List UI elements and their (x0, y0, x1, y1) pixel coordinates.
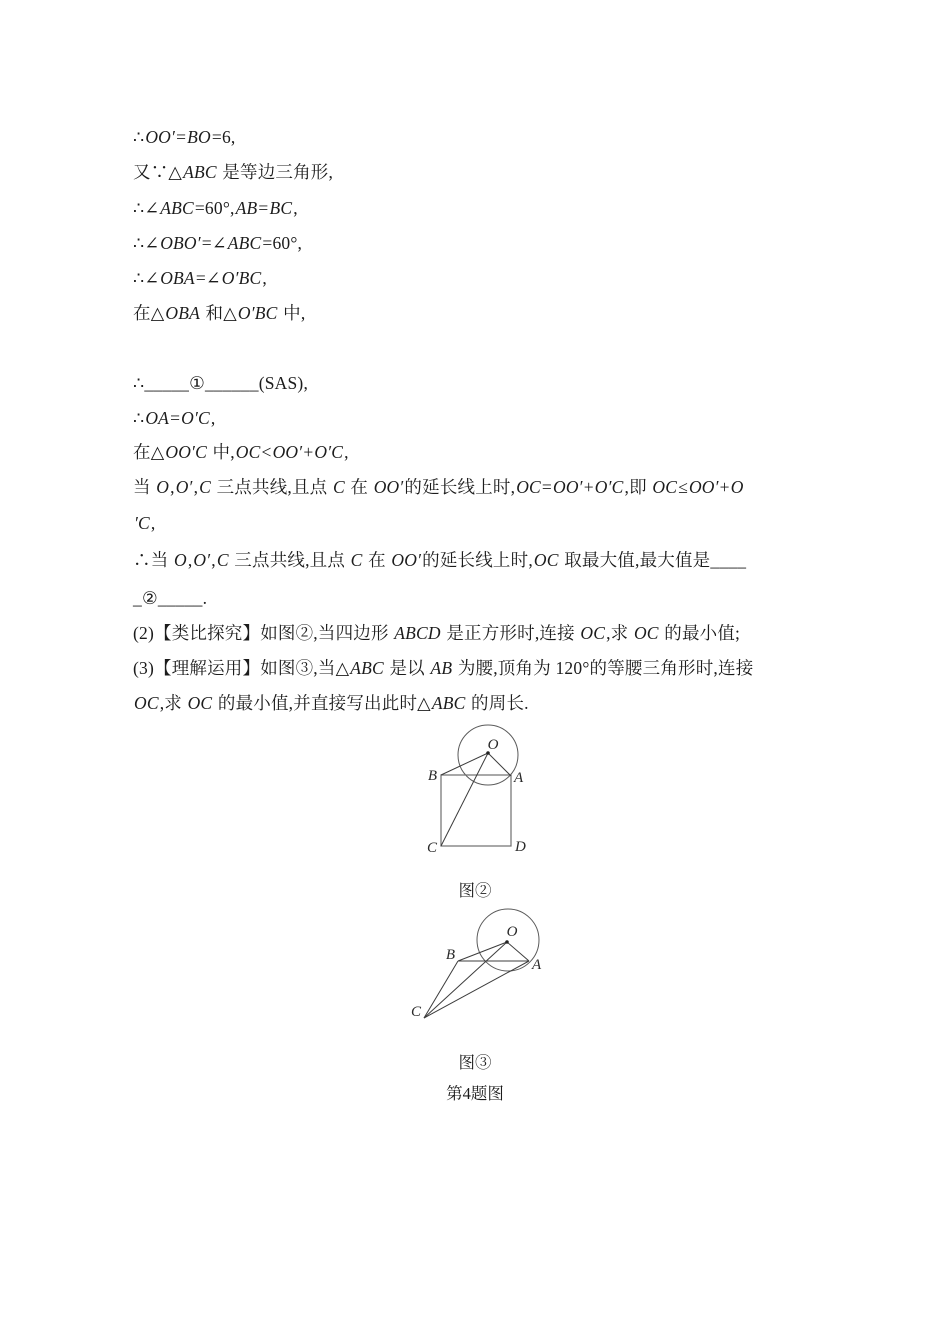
figure-2-caption: 图② (458, 881, 492, 900)
text-segment: = (258, 198, 269, 218)
math-segment: O (156, 477, 170, 497)
math-segment: ABCD (394, 623, 441, 643)
text-segment: 为腰,顶角为 120°的等腰三角形时,连接 (453, 658, 754, 678)
math-segment: O′BC (237, 303, 278, 323)
math-segment: C (199, 477, 212, 497)
math-segment: O′ (193, 550, 211, 570)
math-segment: OO′ (373, 477, 404, 497)
text-segment: 的最小值; (659, 623, 741, 643)
fig3-point-O (505, 940, 509, 944)
text-segment: 在△ (133, 303, 165, 323)
math-segment: OBA (165, 303, 200, 323)
fig3-label-B: B (445, 947, 455, 963)
text-segment: , (262, 268, 267, 288)
fig3-label-C: C (410, 1004, 421, 1020)
figure-2-diagram (400, 718, 580, 878)
text-line-10 (133, 475, 745, 499)
math-segment: OO′ (145, 127, 176, 147)
math-segment: ABC (160, 198, 194, 218)
fig2-circle-O (458, 725, 518, 785)
text-line-15 (133, 656, 753, 680)
fig3-label-O: O (506, 924, 518, 940)
text-segment: = (541, 477, 552, 497)
math-segment: O′C (181, 408, 210, 428)
math-segment: BO (187, 127, 211, 147)
text-line-16 (133, 691, 529, 715)
text-segment: 当 (133, 477, 156, 497)
math-segment: O (730, 477, 744, 497)
math-segment: O′ (175, 477, 193, 497)
text-segment: =6, (211, 127, 236, 147)
text-segment: (3)【理解运用】如图③,当△ (133, 658, 350, 678)
text-line-13 (133, 586, 207, 610)
text-segment: 在 (363, 550, 391, 570)
text-segment: _____ (157, 588, 203, 608)
text-segment: = (176, 127, 187, 147)
math-segment: OBO′ (160, 233, 201, 253)
text-segment: , (344, 442, 349, 462)
text-segment: (SAS), (258, 373, 309, 393)
text-segment: ______ (204, 373, 259, 393)
text-segment: ,求 (606, 623, 633, 643)
math-segment: OA (145, 408, 170, 428)
fig2-label-O: O (487, 737, 499, 753)
text-segment: 三点共线,且点 (229, 550, 350, 570)
fig3-circle-O (477, 909, 539, 971)
fig2-label-B: B (427, 768, 437, 784)
math-segment: ABC (227, 233, 262, 253)
text-segment: . (202, 588, 208, 608)
text-segment: 是等边三角形, (217, 162, 334, 182)
math-segment: OO′ (391, 550, 422, 570)
text-line-12 (133, 548, 746, 572)
math-segment: OC (652, 477, 678, 497)
math-segment: O′BC (221, 268, 262, 288)
math-segment: OC (533, 550, 559, 570)
text-segment: < (261, 442, 272, 462)
math-segment: ABC (350, 658, 384, 678)
text-segment: , (293, 198, 298, 218)
text-line-5 (133, 266, 267, 290)
math-segment: ABC (431, 693, 466, 713)
text-segment: ,求 (159, 693, 187, 713)
text-segment: 三点共线,且点 (212, 477, 332, 497)
text-segment: , (211, 550, 216, 570)
text-segment: 是正方形时,连接 (441, 623, 580, 643)
text-line-2 (133, 160, 333, 184)
text-line-9 (133, 440, 349, 464)
text-segment: + (719, 477, 730, 497)
math-segment: OBA (160, 268, 195, 288)
math-segment: C (332, 477, 345, 497)
text-segment: ,即 (624, 477, 652, 497)
text-line-6 (133, 301, 305, 325)
math-segment: OO′ (553, 477, 583, 497)
text-segment: , (150, 513, 156, 533)
math-segment: OC (633, 623, 659, 643)
math-segment: ′C (134, 513, 150, 533)
text-line-1 (133, 125, 235, 149)
text-line-11 (133, 511, 155, 535)
text-segment: 的周长. (466, 693, 529, 713)
text-segment: =60°, (262, 233, 303, 253)
text-segment: ∴ (133, 373, 145, 393)
math-segment: OO′ (272, 442, 303, 462)
math-segment: C (216, 550, 229, 570)
text-segment: ≤ (678, 477, 688, 497)
text-segment: 和△ (200, 303, 237, 323)
text-segment: 的最小值,并直接写出此时△ (213, 693, 431, 713)
figure-3-diagram (400, 900, 580, 1040)
text-segment: _ (133, 588, 142, 608)
math-segment: AB (430, 658, 453, 678)
figure-3-caption: 图③ (458, 1053, 492, 1072)
fig3-line-OA (507, 942, 529, 961)
math-segment: OO′ (688, 477, 719, 497)
text-segment: , (210, 408, 216, 428)
math-segment: OO′C (165, 442, 207, 462)
math-segment: AB (235, 198, 258, 218)
text-segment: 的延长线上时, (404, 477, 516, 497)
text-segment: ∴∠ (133, 268, 160, 288)
fig2-label-D: D (515, 839, 526, 855)
text-segment: ∴∠ (133, 198, 160, 218)
math-segment: OC (516, 477, 541, 497)
text-segment: ∴∠ (133, 233, 160, 253)
math-segment: C (350, 550, 363, 570)
text-segment: ∴ (133, 408, 145, 428)
text-segment: _____ (144, 373, 190, 393)
text-segment: (2)【类比探究】如图②,当四边形 (133, 623, 394, 643)
fig3-label-A: A (532, 957, 542, 973)
text-line-3 (133, 196, 298, 220)
fig2-line-OB (441, 753, 488, 775)
text-segment: 中, (278, 303, 306, 323)
text-segment: 是以 (384, 658, 430, 678)
math-segment: O′C (314, 442, 344, 462)
text-segment: = (170, 408, 181, 428)
problem-figure-caption: 第4题图 (446, 1084, 504, 1103)
math-segment: OC (580, 623, 606, 643)
text-segment: ∴当 (133, 550, 173, 570)
fig3-line-CB (424, 961, 458, 1018)
text-segment: 的延长线上时, (422, 550, 533, 570)
text-segment: 中, (207, 442, 235, 462)
text-segment: 在△ (133, 442, 165, 462)
text-line-7 (133, 371, 308, 395)
text-segment: , (170, 477, 175, 497)
math-segment: OC (134, 693, 159, 713)
math-segment: O (173, 550, 187, 570)
text-block (133, 0, 833, 730)
text-segment: ② (141, 588, 158, 608)
math-segment: OC (187, 693, 213, 713)
text-segment: =∠ (201, 233, 227, 253)
math-segment: O′C (594, 477, 624, 497)
text-segment: , (187, 550, 193, 570)
fig2-label-A: A (514, 770, 524, 786)
text-segment: ∴ (133, 127, 145, 147)
text-segment: =∠ (195, 268, 221, 288)
text-segment: =60°, (194, 198, 235, 218)
text-segment: ① (189, 373, 205, 393)
fig2-line-OC (441, 753, 488, 846)
text-line-8 (133, 406, 215, 430)
fig2-label-C: C (426, 840, 437, 856)
fig2-square-ABDC (441, 775, 511, 846)
text-segment: , (193, 477, 199, 497)
math-segment: BC (269, 198, 293, 218)
text-segment: 取最大值,最大值是 (559, 550, 711, 570)
text-segment: 在 (345, 477, 373, 497)
text-segment: + (583, 477, 594, 497)
math-segment: OC (235, 442, 261, 462)
text-segment: ____ (710, 550, 747, 570)
text-line-14 (133, 621, 740, 645)
text-line-4 (133, 231, 302, 255)
math-segment: ABC (183, 162, 217, 182)
text-segment: + (303, 442, 314, 462)
fig2-line-OA (488, 753, 511, 776)
text-segment: 又∵△ (133, 162, 183, 182)
